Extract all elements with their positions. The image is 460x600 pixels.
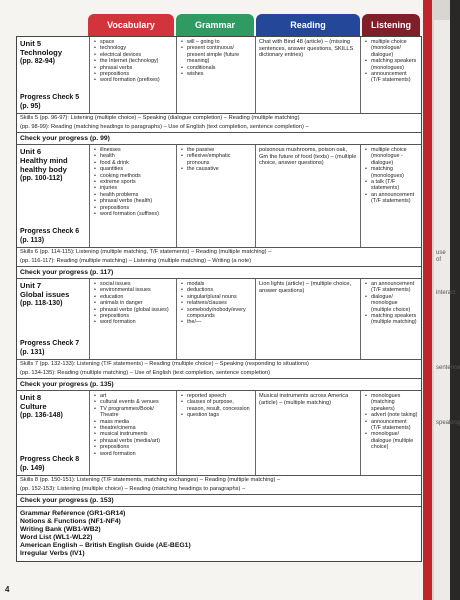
progress-check-page: (p. 149) (20, 464, 45, 472)
reading-cell (255, 37, 360, 113)
reference-item: Word List (WL1-WL22) (20, 534, 93, 541)
list-item: • monologue/ dialogue (multiple choice) (371, 431, 418, 450)
tab-reading: Reading (256, 14, 360, 36)
list-item: • advert (note taking) (371, 412, 418, 418)
skills-row (17, 248, 421, 267)
list-item: • matching (monologues) (371, 166, 418, 179)
list-item: • health (100, 153, 173, 159)
list-item: • TV programmes/Book/ Theatre (100, 406, 173, 419)
list-item: • social issues (100, 281, 173, 287)
list-item: • art (100, 393, 173, 399)
unit-name: Culture (20, 402, 47, 411)
list-item: • animals in danger (100, 300, 173, 306)
list-item: • conditionals (187, 65, 252, 71)
facing-page (434, 20, 460, 600)
progress-check-title: Progress Check 5 (20, 94, 80, 101)
list-item: • an announcement (T/F statements) (371, 281, 418, 294)
list-item: • word formation (100, 319, 173, 325)
page-edge-stripe (423, 0, 432, 600)
list-item: • wishes (187, 71, 252, 77)
progress-check-page: (p. 95) (20, 102, 41, 110)
grammar-cell (176, 279, 255, 359)
list-item: • extreme sports (100, 179, 173, 185)
contents-table (16, 36, 422, 562)
list-item: • the passive (187, 147, 252, 153)
unit-row (17, 279, 421, 360)
list-item: • musical instruments (100, 431, 173, 437)
reading-text: Musical instruments across America (article) – (multiple matching) (259, 393, 349, 406)
list-item: • cooking methods (100, 173, 173, 179)
list-item: • education (100, 294, 173, 300)
progress-check-title: Progress Check 7 (20, 340, 80, 347)
progress-check (20, 228, 79, 245)
unit-cell (17, 391, 89, 475)
list-item: • prepositions (100, 71, 173, 77)
list-item: • singular/plural nouns (187, 294, 252, 300)
reading-text: Lion lights (article) – (multiple choice, answer questions) (259, 281, 352, 294)
skills-line: Skills 6 (pp. 114-115): Listening (multiple matching, T/F statements) – Reading (multiple matching) – (20, 249, 272, 255)
listening-cell (360, 37, 421, 113)
skills-row (17, 114, 421, 133)
reading-cell (255, 145, 360, 247)
unit-name: healthy body (20, 165, 67, 174)
grammar-cell (176, 145, 255, 247)
reference-item: Grammar Reference (GR1-GR14) (20, 510, 126, 517)
list-item: • cultural events & venues (100, 399, 173, 405)
list-item: • question tags (187, 412, 252, 418)
list-item: • food & drink (100, 160, 173, 166)
check-progress: Check your progress (p. 153) (17, 495, 421, 507)
skills-line: (pp. 134-135): Reading (multiple matching) – Use of English (text completion, sentence completion) (20, 370, 271, 376)
unit-row (17, 145, 421, 248)
unit-cell (17, 37, 89, 113)
check-progress: Check your progress (p. 99) (17, 133, 421, 145)
progress-check (20, 94, 79, 111)
reference-item: Writing Bank (WB1-WB2) (20, 526, 101, 533)
list-item: • theatre/cinema (100, 425, 173, 431)
listening-cell (360, 391, 421, 475)
unit-number: Unit 8 (20, 393, 42, 402)
list-item: • matching speakers (multiple matching) (371, 313, 418, 326)
reading-cell (255, 279, 360, 359)
facing-page-text: interact (436, 290, 456, 296)
reading-text: poisonous mushrooms, poison oak, Gm the future of food (texts) – (multiple choice, answer questions) (259, 147, 357, 167)
list-item: • matching speakers (monologues) (371, 58, 418, 71)
list-item: • injuries (100, 185, 173, 191)
list-item: • the/— (187, 319, 252, 325)
unit-cell (17, 145, 89, 247)
progress-check (20, 456, 79, 473)
unit-name: Global issues (20, 290, 70, 299)
check-progress: Check your progress (p. 117) (17, 267, 421, 279)
grammar-cell (176, 391, 255, 475)
list-item: • phrasal verbs (media/art) (100, 438, 173, 444)
list-item: • word formation (suffixes) (100, 211, 173, 217)
reference-item: Notions & Functions (NF1-NF4) (20, 518, 121, 525)
skills-line: Skills 8 (pp. 150-151): Listening (T/F statements, matching exchanges) – Reading (multiple matching) – (20, 477, 281, 483)
skills-line: Skills 7 (pp. 132-133): Listening (T/F statements) – Reading (multiple choice) – Speaking (responding to situations) (20, 361, 309, 367)
listening-cell (360, 279, 421, 359)
unit-number: Unit 7 (20, 281, 42, 290)
list-item: • electrical devices (100, 52, 173, 58)
reference-item: American English – British English Guide (AE-BEG1) (20, 542, 191, 549)
list-item: • reported speech (187, 393, 252, 399)
tab-listening: Listening (362, 14, 420, 36)
page-number: 4 (5, 585, 10, 594)
unit-row (17, 37, 421, 114)
list-item: • illnesses (100, 147, 173, 153)
skills-line: (pp. 152-153): Listening (multiple choice) – Reading (matching headings to paragraphs) – (20, 486, 246, 492)
list-item: • announcement (T/F statements) (371, 71, 418, 84)
list-item: • prepositions (100, 444, 173, 450)
unit-cell (17, 279, 89, 359)
progress-check-title: Progress Check 8 (20, 456, 80, 463)
check-progress: Check your progress (p. 135) (17, 379, 421, 391)
skills-line: Skills 5 (pp. 96-97): Listening (multiple choice) – Speaking (dialogue completion) – Reading (multiple matching) (20, 115, 300, 121)
vocabulary-cell (89, 37, 176, 113)
skills-line: (pp. 116-117): Reading (multiple matching) – Listening (multiple matching) – Writing (a note) (20, 258, 252, 264)
reference-section (17, 507, 421, 561)
reading-text: Chat with Bind 48 (article) – (missing sentences, answer questions, SKILLS dictionary entries) (259, 39, 354, 59)
list-item: • environmental issues (100, 287, 173, 293)
list-item: • clauses of purpose, reason, result, concession (187, 399, 252, 412)
list-item: • the Internet (technology) (100, 58, 173, 64)
vocabulary-cell (89, 391, 176, 475)
list-item: • announcement (T/F statements) (371, 419, 418, 432)
facing-page-text: speaking (436, 420, 460, 426)
reading-cell (255, 391, 360, 475)
unit-name: Technology (20, 48, 63, 57)
progress-check (20, 340, 79, 357)
unit-pages: (pp. 82-94) (20, 58, 56, 65)
list-item: • somebody/nobody/every compounds (187, 307, 252, 320)
unit-row (17, 391, 421, 476)
list-item: • monologues (matching speakers) (371, 393, 418, 412)
unit-pages: (pp. 136-148) (20, 412, 63, 419)
list-item: • prepositions (100, 313, 173, 319)
list-item: • mass media (100, 419, 173, 425)
progress-check-page: (p. 113) (20, 236, 45, 244)
column-tabs (88, 14, 420, 36)
list-item: • deductions (187, 287, 252, 293)
skills-line: (pp. 98-99): Reading (matching headings to paragraphs) – Use of English (text completion, sentence completion) – (20, 124, 309, 130)
list-item: • reflexive/emphatic pronouns (187, 153, 252, 166)
grammar-cell (176, 37, 255, 113)
progress-check-title: Progress Check 6 (20, 228, 80, 235)
progress-check-page: (p. 131) (20, 348, 45, 356)
list-item: • dialogue/ monologue (multiple choice) (371, 294, 418, 313)
list-item: • health problems (100, 192, 173, 198)
reference-item: Irregular Verbs (IV1) (20, 550, 85, 557)
unit-name: Healthy mind (20, 156, 68, 165)
list-item: • an announcement (T/F statements) (371, 192, 418, 205)
unit-pages: (pp. 118-130) (20, 300, 63, 307)
list-item: • prepositions (100, 205, 173, 211)
unit-number: Unit 6 (20, 147, 42, 156)
list-item: • will – going to (187, 39, 252, 45)
skills-row (17, 360, 421, 379)
list-item: • word formation (100, 451, 173, 457)
facing-page-text: sentence (436, 365, 460, 371)
list-item: • quantities (100, 166, 173, 172)
skills-row (17, 476, 421, 495)
list-item: • multiple choice (monologue/ dialogue) (371, 39, 418, 58)
unit-number: Unit 5 (20, 39, 42, 48)
unit-pages: (pp. 100-112) (20, 175, 63, 182)
list-item: • phrasal verbs (100, 65, 173, 71)
vocabulary-cell (89, 145, 176, 247)
list-item: • modals (187, 281, 252, 287)
list-item: • a talk (T/F statements) (371, 179, 418, 192)
listening-cell (360, 145, 421, 247)
vocabulary-cell (89, 279, 176, 359)
list-item: • multiple choice (monologue - dialogue) (371, 147, 418, 166)
list-item: • the causative (187, 166, 252, 172)
list-item: • present continuous/ present simple (future meaning) (187, 45, 252, 64)
tab-vocabulary: Vocabulary (88, 14, 174, 36)
list-item: • technology (100, 45, 173, 51)
list-item: • word formation (prefixes) (100, 77, 173, 83)
list-item: • phrasal verbs (global issues) (100, 307, 173, 313)
tab-grammar: Grammar (176, 14, 254, 36)
list-item: • space (100, 39, 173, 45)
list-item: • phrasal verbs (health) (100, 198, 173, 204)
list-item: • relatives/clauses (187, 300, 252, 306)
facing-page-text: use of (436, 250, 446, 263)
